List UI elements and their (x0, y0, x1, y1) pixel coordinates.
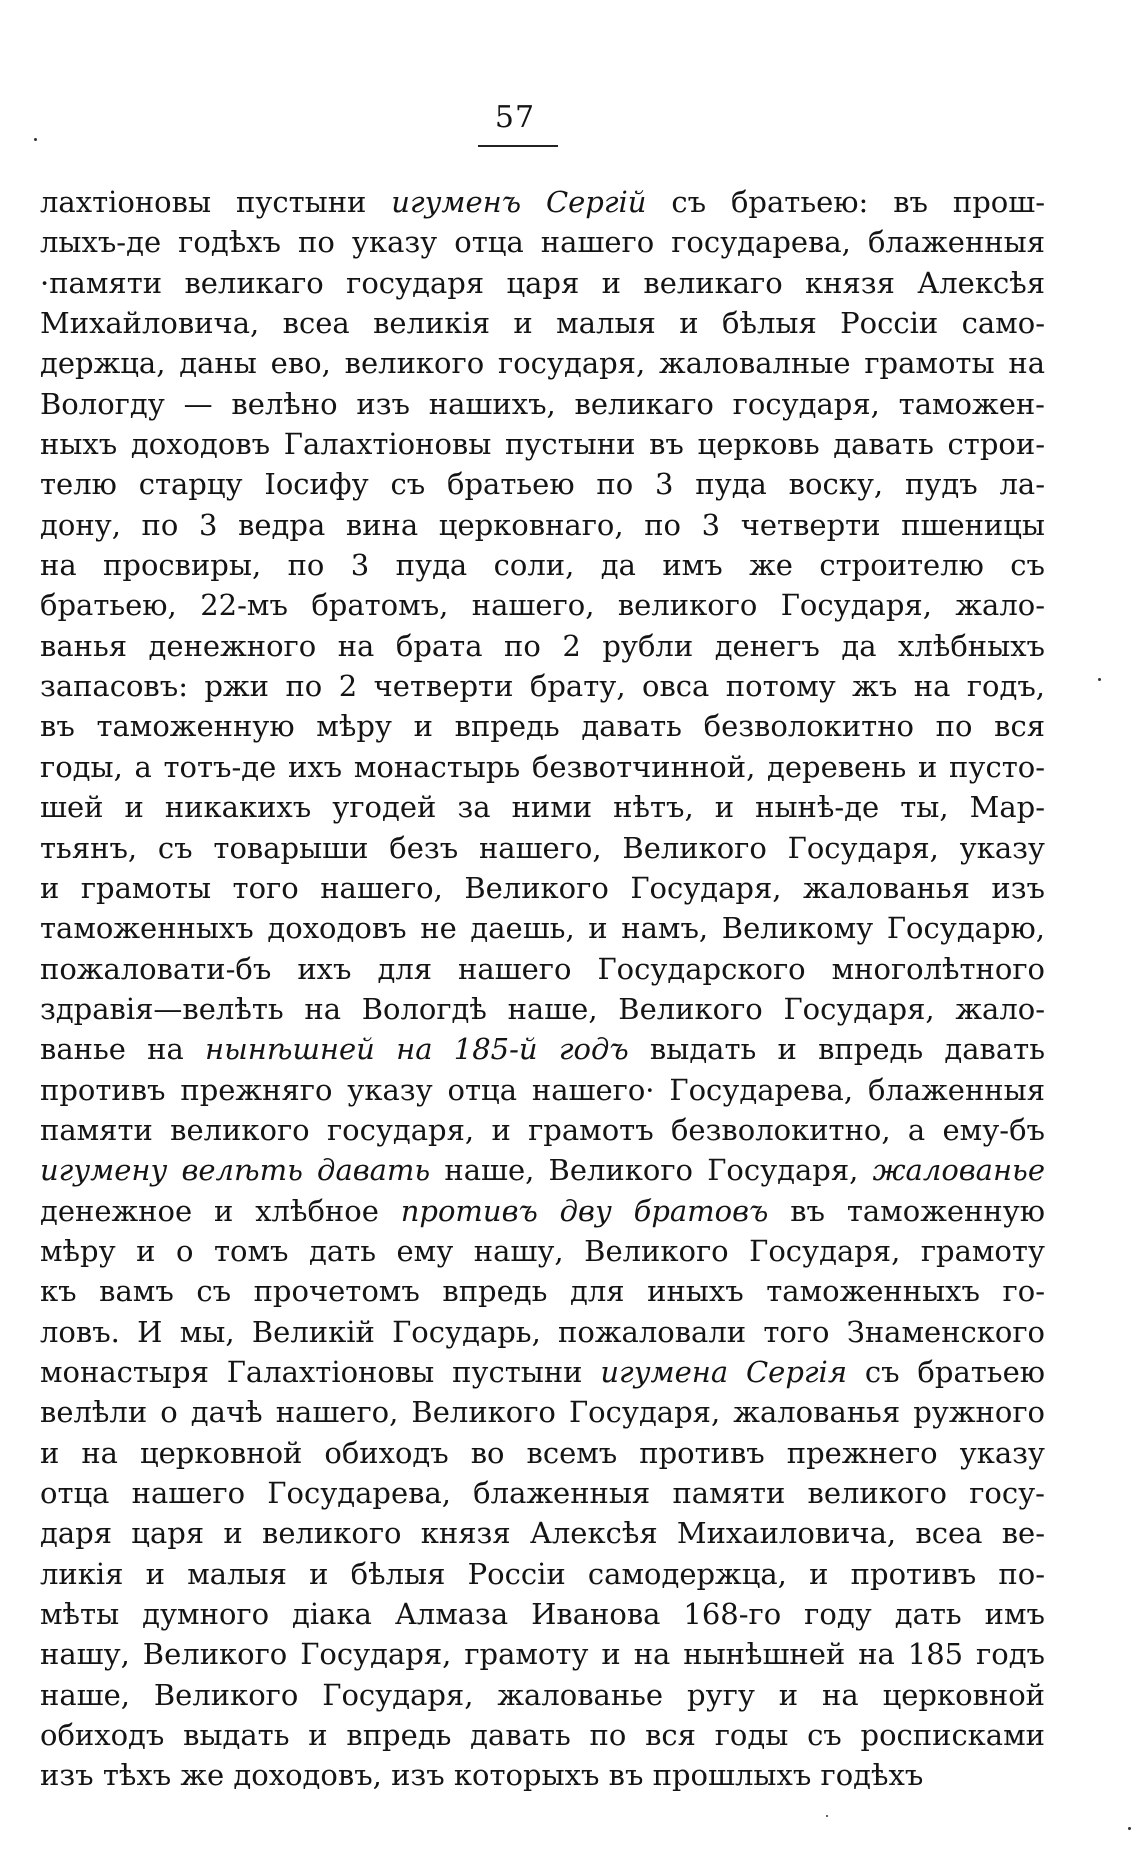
text-run: дону, по 3 ведра вина церковнаго, по 3 четверти пшеницы (40, 507, 1045, 542)
text-line (40, 1029, 1045, 1069)
text-line (40, 949, 1045, 989)
text-line (40, 1191, 1045, 1231)
text-line (40, 1150, 1045, 1190)
text-run: ванья денежного на брата по 2 рубли денегъ да хлѣбныхъ (40, 628, 1045, 663)
text-run: противъ прежняго указу отца нашего· Государева, блаженныя (40, 1072, 1045, 1107)
text-line (40, 1675, 1045, 1715)
text-run: здравія—велѣть на Вологдѣ наше, Великого Государя, жало- (40, 991, 1045, 1026)
text-run: обиходъ выдать и впредь давать по вся годы съ росписками (40, 1718, 1045, 1753)
text-line (40, 1231, 1045, 1271)
text-line (40, 1312, 1045, 1352)
text-run: ныхъ доходовъ Галахтіоновы пустыни въ церковь давать строи- (40, 427, 1045, 462)
text-line (40, 545, 1045, 585)
text-line (40, 343, 1045, 383)
text-line (40, 908, 1045, 948)
text-run: съ братьею (847, 1354, 1045, 1389)
text-run: лахтіоновы пустыни (40, 185, 392, 219)
text-run: отца нашего Государева, блаженныя памяти великого госу- (40, 1476, 1045, 1510)
text-run: тьянъ, съ товарыши безъ нашего, Великого Государя, указу (40, 830, 1045, 865)
text-run: денежное и хлѣбное (40, 1193, 401, 1228)
text-run: шей и никакихъ угодей за ними нѣтъ, и нынѣ-де ты, Мар- (40, 790, 1045, 825)
text-run: нашу, Великого Государя, грамоту и на нынѣшней на 185 годъ (40, 1637, 1045, 1672)
text-run: въ таможенную (768, 1193, 1045, 1228)
text-run: братьею, 22-мъ братомъ, нашего, великого Государя, жало- (40, 588, 1045, 623)
text-run: мѣты думного діака Алмаза Иванова 168-го году дать имъ (40, 1597, 1045, 1632)
text-line (40, 424, 1045, 464)
text-run: наше, Великого Государя, жалованье ругу и на церковной (40, 1677, 1045, 1712)
print-speck (34, 138, 37, 141)
text-run: даря царя и великого князя Алексѣя Михаиловича, всеа ве- (40, 1516, 1045, 1551)
text-line (40, 868, 1045, 908)
text-line (40, 706, 1045, 746)
text-line (40, 1473, 1045, 1513)
text-line (40, 1110, 1045, 1150)
print-speck (826, 1815, 828, 1817)
text-run: запасовъ: ржи по 2 четверти брату, овса потому жъ на годъ, (40, 669, 1045, 704)
text-line (40, 384, 1045, 424)
text-line (40, 1392, 1045, 1432)
page-number: 57 (494, 100, 536, 135)
text-line (40, 1433, 1045, 1473)
text-line (40, 666, 1045, 706)
text-line (40, 1271, 1045, 1311)
text-line (40, 1513, 1045, 1553)
text-line (40, 464, 1045, 504)
text-run: пожаловати-бъ ихъ для нашего Государского многолѣтного (40, 951, 1045, 986)
text-run: и грамоты того нашего, Великого Государя, жалованья изъ (40, 870, 1045, 905)
text-run: годы, а тотъ-де ихъ монастырь безвотчинной, деревень и пусто- (40, 749, 1045, 784)
text-run: наше, Великого Государя, (430, 1153, 873, 1188)
text-line (40, 505, 1045, 545)
text-run: съ братьею: въ прош- (646, 185, 1045, 219)
italic-text: нынѣшней на 185-й годъ (205, 1032, 629, 1067)
text-line (40, 1755, 1045, 1795)
print-speck (1128, 1827, 1131, 1830)
text-line (40, 747, 1045, 787)
text-line (40, 787, 1045, 827)
italic-text: игумена Сергія (600, 1354, 848, 1389)
text-line (40, 828, 1045, 868)
text-line (40, 585, 1045, 625)
text-run: таможенныхъ доходовъ не даешь, и намъ, Великому Государю, (40, 911, 1045, 946)
italic-text: противъ дву братовъ (400, 1193, 769, 1228)
text-run: и на церковной обиходъ во всемъ противъ прежнего указу (40, 1435, 1045, 1470)
italic-text: игуменъ Сергій (391, 185, 647, 219)
text-run: лыхъ-де годѣхъ по указу отца нашего государева, блаженныя (40, 225, 1045, 260)
text-line (40, 626, 1045, 666)
text-run: ловъ. И мы, Великій Государь, пожаловали того Знаменского (40, 1314, 1045, 1349)
text-run: монастыря Галахтіоновы пустыни (40, 1354, 601, 1389)
text-run: на просвиры, по 3 пуда соли, да имъ же строителю съ (40, 548, 1045, 583)
text-line (40, 263, 1045, 303)
text-run: велѣли о дачѣ нашего, Великого Государя, жалованья ружного (40, 1395, 1045, 1430)
text-run: ·памяти великаго государя царя и великаго князя Алексѣя (40, 265, 1045, 300)
text-run: къ вамъ съ прочетомъ впредь для иныхъ таможенныхъ го- (40, 1274, 1045, 1309)
text-run: ликія и малыя и бѣлыя Россіи самодержца, и противъ по- (40, 1556, 1045, 1591)
text-run: ванье на (40, 1032, 206, 1067)
text-line (40, 1352, 1045, 1392)
text-run: мѣру и о томъ дать ему нашу, Великого Государя, грамоту (40, 1233, 1045, 1268)
text-run: памяти великого государя, и грамотъ безволокитно, а ему-бъ (40, 1112, 1045, 1147)
page-number-underline (478, 145, 558, 147)
text-line (40, 1715, 1045, 1755)
text-run: Вологду — велѣно изъ нашихъ, великаго государя, таможен- (40, 386, 1045, 421)
text-line (40, 222, 1045, 262)
italic-text: игумену велѣть давать (40, 1153, 431, 1188)
text-run: Михайловича, всеа великія и малыя и бѣлыя Россіи само- (40, 306, 1045, 341)
text-line (40, 1634, 1045, 1674)
text-line (40, 303, 1045, 343)
text-run: выдать и впредь давать (628, 1032, 1045, 1067)
text-run: изъ тѣхъ же доходовъ, изъ которыхъ въ прошлыхъ годѣхъ (40, 1758, 924, 1793)
body-text (40, 182, 1045, 1796)
text-run: телю старцу Іосифу съ братьею по 3 пуда воску, пудъ ла- (40, 467, 1045, 502)
text-run: держца, даны ево, великого государя, жаловалные грамоты на (40, 346, 1045, 381)
text-line (40, 1594, 1045, 1634)
text-run: въ таможенную мѣру и впредь давать безволокитно по вся (40, 709, 1045, 744)
text-line (40, 182, 1045, 222)
text-line (40, 1554, 1045, 1594)
text-line (40, 1070, 1045, 1110)
italic-text: жалованье (872, 1153, 1045, 1188)
print-speck (1098, 678, 1101, 681)
text-line (40, 989, 1045, 1029)
